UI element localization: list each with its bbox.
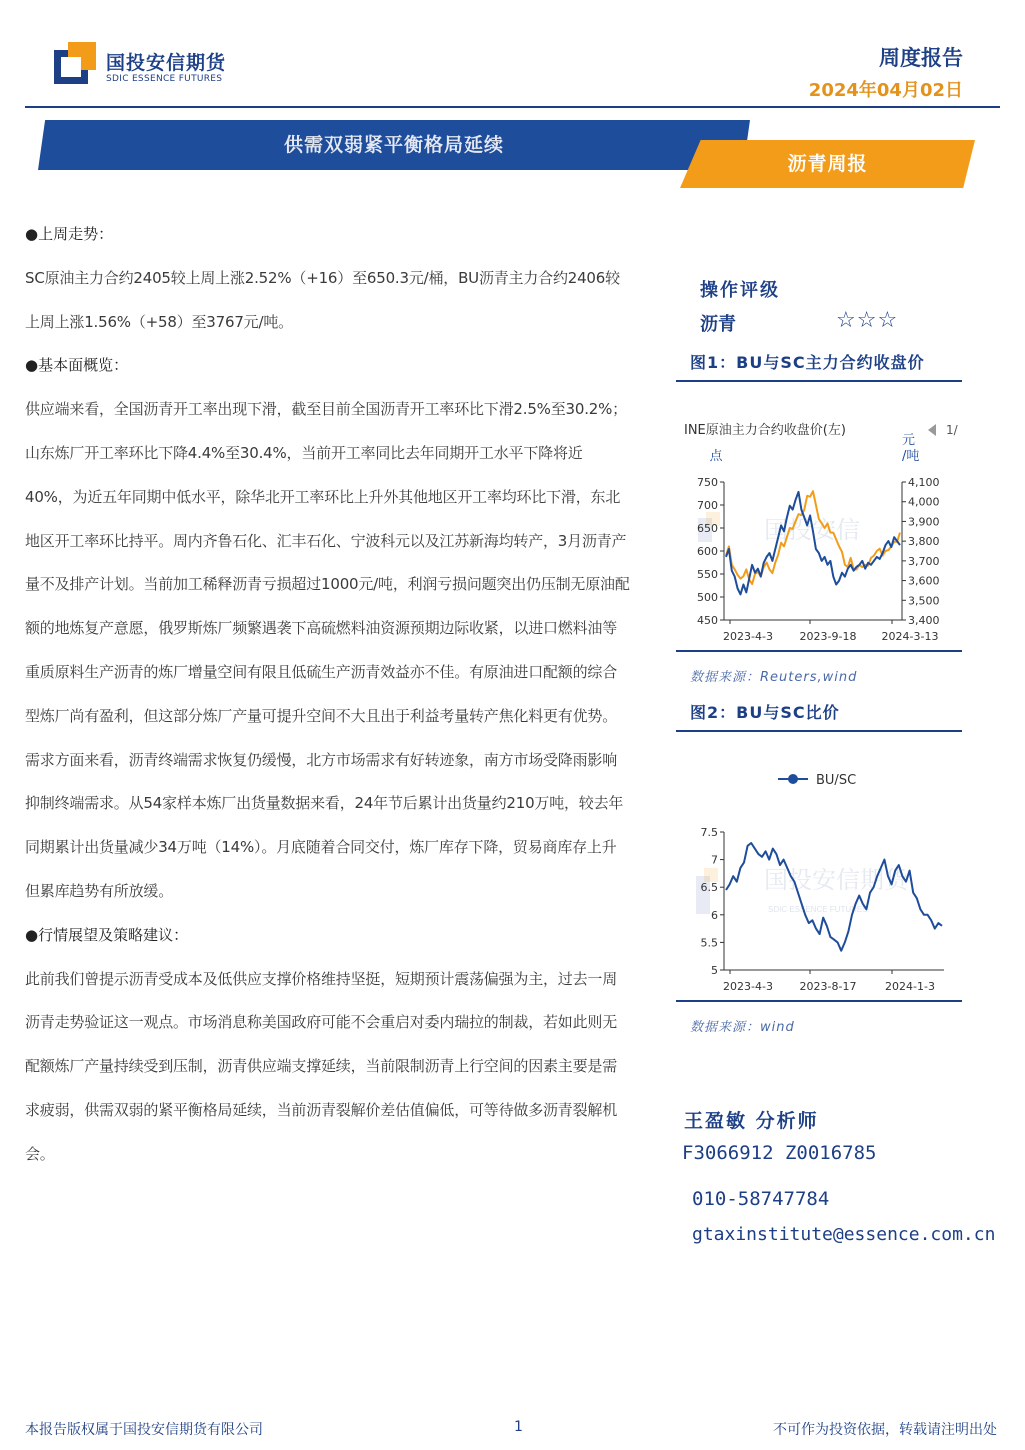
chart1-left-tick-label: 500	[697, 591, 718, 604]
chart1-x-tick-label: 2024-3-13	[881, 630, 939, 643]
figure1-title: 图1：BU与SC主力合约收盘价	[690, 353, 925, 372]
chart2-watermark-en: SDIC ESSENCE FUTURES	[768, 905, 868, 914]
figure1-bottom-rule	[676, 650, 962, 652]
analyst-name: 王盈敏 分析师	[684, 1110, 819, 1132]
chart1-right-unit-2: /吨	[902, 449, 920, 464]
chart2-x-tick-label: 2023-8-17	[799, 980, 857, 993]
figure2-bottom-rule	[676, 1000, 962, 1002]
chart1-left-tick-label: 550	[697, 568, 718, 581]
section-heading: ●行情展望及策略建议：	[25, 925, 189, 944]
header-divider	[25, 106, 1000, 108]
chart1-right-tick-label: 3,500	[908, 594, 940, 608]
main-content	[25, 213, 630, 1177]
chart2-y-tick-label: 7	[711, 853, 718, 867]
chart1-right-tick-label: 4,100	[908, 476, 940, 489]
figure2-source: 数据来源：wind	[690, 1020, 795, 1035]
chart2-y-tick-label: 5.5	[700, 936, 718, 950]
chart1-legend-page: 1/	[946, 423, 958, 437]
chart1-legend-prev-icon	[928, 424, 936, 436]
chart2-x-tick-label: 2024-1-3	[885, 980, 935, 993]
footer-page-number: 1	[514, 1419, 523, 1435]
chart1-left-tick-label: 700	[697, 499, 718, 512]
chart2-y-tick-label: 7.5	[700, 826, 718, 839]
rating-product: 沥青	[700, 314, 736, 335]
figure2-title: 图2：BU与SC比价	[690, 703, 840, 722]
figure2-chart	[676, 760, 966, 1000]
analyst-phone: 010-58747784	[692, 1188, 830, 1210]
chart1-legend-label: INE原油主力合约收盘价(左)	[684, 423, 846, 438]
chart2-y-tick-label: 6	[711, 908, 718, 922]
chart2-watermark: 国投安信期货	[764, 867, 908, 894]
section-heading: ●基本面概览：	[25, 356, 129, 375]
chart1-right-tick-label: 3,400	[908, 614, 940, 627]
section-paragraph: 供应端来看，全国沥青开工率出现下滑，截至目前全国沥青开工率环比下滑2.5%至30.2%；山东炼厂开工率环比下降4.4%至30.4%，当前开工率同比去年同期开工水平下降将近40%，为近五年同期中低水平，除华北开工率环比上升外其他地区开工率均环比下滑，东北地区开工率环比持平。周内齐鲁石化、汇丰石化、宁波科元以及江苏新海均转产，3月沥青产量不及排产计划。当前加工稀释沥青亏损超过1000元/吨，利润亏损问题突出仍压制无原油配额的地炼复产意愿，俄罗斯炼厂频繁遇袭下高硫燃料油资源预期边际收紧，以进口燃料油等重质原料生产沥青的炼厂增量空间有限且低硫生产沥青效益亦不佳。有原油进口配额的综合型炼厂尚有盈利，但这部分炼厂产量可提升空间不大且出于利益考量转产焦化料更有优势。需求方面来看，沥青终端需求恢复仍缓慢，北方市场需求有好转迹象，南方市场受降雨影响抑制终端需求。从54家样本炼厂出货量数据来看，24年节后累计出货量约210万吨，较去年同期累计出货量减少34万吨（14%）。月底随着合同交付，炼厂库存下降，贸易商库存上升但累库趋势有所放缓。	[25, 400, 630, 900]
chart1-right-unit-1: 元	[902, 433, 916, 448]
section-paragraph: SC原油主力合约2405较上周上涨2.52%（+16）至650.3元/桶，BU沥青主力合约2406较上周上涨1.56%（+58）至3767元/吨。	[25, 268, 620, 331]
chart1-right-tick-label: 3,800	[908, 535, 940, 549]
footer-disclaimer: 不可作为投资依据，转载请注明出处	[773, 1422, 997, 1438]
chart1-right-tick-label: 4,000	[908, 495, 940, 509]
figure2-rule	[676, 730, 962, 732]
chart1-watermark: 国投安信	[764, 517, 860, 544]
logo-mark-icon	[54, 42, 96, 84]
company-logo	[54, 42, 234, 90]
chart1-right-tick-label: 3,600	[908, 574, 940, 588]
chart1-left-tick-label: 650	[697, 522, 718, 535]
chart1-left-tick-label: 600	[697, 545, 718, 558]
chart2-watermark-mark-orange	[704, 868, 718, 882]
chart1-left-tick-label: 750	[697, 476, 718, 489]
chart1-right-tick-label: 3,700	[908, 554, 940, 568]
chart2-y-tick-label: 6.5	[700, 881, 718, 895]
logo-text-cn: 国投安信期货	[106, 52, 227, 74]
report-date: 2024年04月02日	[808, 80, 963, 101]
figure1-source: 数据来源：Reuters,wind	[690, 670, 858, 685]
chart2-legend-label: BU/SC	[816, 773, 857, 788]
rating-title: 操作评级	[700, 280, 780, 301]
chart2-legend-marker	[788, 774, 798, 784]
section-heading: ●上周走势：	[25, 225, 114, 243]
logo-text-en: SDIC ESSENCE FUTURES	[106, 74, 223, 84]
figure1-rule	[676, 380, 962, 382]
chart1-left-tick-label: 450	[697, 614, 718, 627]
chart2-series-bu-sc-line	[726, 843, 942, 951]
report-type: 周度报告	[879, 46, 963, 70]
chart1-left-unit: 点	[709, 449, 723, 464]
analyst-license-ids: F3066912 Z0016785	[682, 1142, 877, 1164]
rating-stars: ☆☆☆	[836, 308, 899, 333]
analyst-email-link[interactable]: gtaxinstitute@essence.com.cn	[692, 1224, 996, 1245]
chart1-x-tick-label: 2023-9-18	[799, 630, 857, 643]
footer-copyright: 本报告版权属于国投安信期货有限公司	[25, 1422, 263, 1438]
chart2-x-tick-label: 2023-4-3	[723, 980, 773, 993]
chart2-y-tick-label: 5	[711, 964, 718, 977]
product-title: 沥青周报	[787, 153, 868, 175]
section-paragraph: 此前我们曾提示沥青受成本及低供应支撑价格维持坚挺，短期预计震荡偏强为主，过去一周沥青走势验证这一观点。市场消息称美国政府可能不会重启对委内瑞拉的制裁，若如此则无配额炼厂产量持续受到压制，沥青供应端支撑延续，当前限制沥青上行空间的因素主要是需求疲弱，供需双弱的紧平衡格局延续，当前沥青裂解价差估值偏低，可等待做多沥青裂解机会。	[25, 969, 618, 1163]
chart1-right-tick-label: 3,900	[908, 515, 940, 529]
figure1-chart	[676, 410, 966, 650]
report-title: 供需双弱紧平衡格局延续	[283, 134, 504, 156]
chart1-x-tick-label: 2023-4-3	[723, 630, 773, 643]
